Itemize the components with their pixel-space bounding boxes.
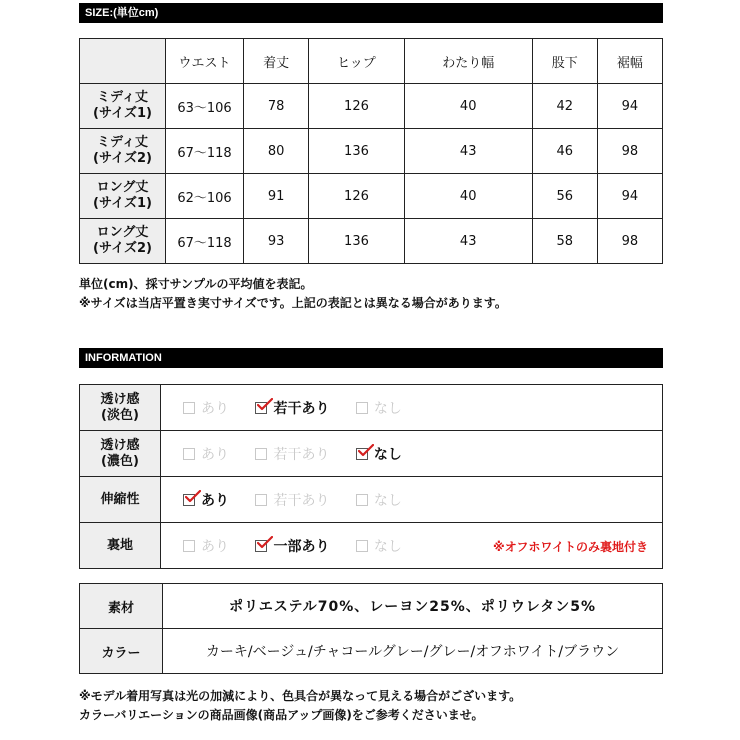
size-note-disclaimer: ※サイズは当店平置き実寸サイズです。上記の表記とは異なる場合があります。 (79, 296, 507, 310)
option-label: あり (201, 492, 229, 509)
info-label-main: 透け感 (100, 437, 140, 453)
table-cell: 62〜106 (166, 174, 244, 219)
checkbox-icon (255, 448, 267, 460)
option-label: なし (373, 538, 402, 555)
info-label-main: 裏地 (106, 537, 133, 553)
option (183, 398, 229, 418)
material-value: ポリエステル70%、レーヨン25%、ポリウレタン5% (163, 584, 663, 629)
info-row (80, 477, 663, 523)
footer-note-lighting: ※モデル着用写真は光の加減により、色具合が異なって見える場合がございます。 (79, 689, 522, 703)
row-size: (サイズ1) (93, 196, 152, 211)
table-cell: 42 (532, 84, 597, 129)
size-note-unit: 単位(cm)、採寸サンプルの平均値を表記。 (79, 277, 313, 291)
option-label: なし (373, 400, 402, 417)
option (183, 490, 229, 510)
table-cell: 56 (532, 174, 597, 219)
option-label: 一部あり (273, 538, 330, 555)
table-cell: 94 (597, 174, 662, 219)
option-label: あり (201, 400, 229, 417)
checkbox-icon (255, 494, 267, 506)
size-table-corner (80, 39, 166, 84)
info-options (161, 523, 663, 569)
table-cell: 58 (532, 219, 597, 264)
checkbox-icon (183, 494, 195, 506)
info-options (161, 477, 663, 523)
option (356, 398, 402, 418)
check-mark-icon (358, 444, 374, 458)
table-row (80, 219, 663, 264)
row-header (80, 174, 166, 219)
row-header (80, 84, 166, 129)
table-cell: 93 (244, 219, 309, 264)
option (255, 536, 329, 556)
column-header: 着丈 (244, 39, 309, 84)
option-label: あり (201, 538, 229, 555)
option-label: 若干あり (273, 492, 330, 509)
option (356, 490, 402, 510)
option (255, 444, 329, 464)
material-table (79, 583, 663, 674)
size-section-header: SIZE:(単位cm) (79, 3, 663, 23)
material-row (80, 584, 663, 629)
row-size: (サイズ2) (93, 151, 152, 166)
table-cell: 43 (404, 129, 532, 174)
table-cell: 98 (597, 129, 662, 174)
checkbox-icon (356, 540, 368, 552)
table-row (80, 129, 663, 174)
checkbox-icon (255, 402, 267, 414)
table-row (80, 84, 663, 129)
info-label (80, 523, 161, 569)
column-header: ウエスト (166, 39, 244, 84)
checkbox-icon (356, 402, 368, 414)
option (356, 444, 402, 464)
size-notes (79, 275, 507, 313)
column-header: わたり幅 (404, 39, 532, 84)
lining-note: ※オフホワイトのみ裏地付き (493, 540, 648, 554)
column-header: 股下 (532, 39, 597, 84)
row-name: ミディ丈 (97, 90, 148, 105)
size-table-header-row (80, 39, 663, 84)
column-header: ヒップ (309, 39, 405, 84)
footer-note-reference: カラーバリエーションの商品画像(商品アップ画像)をご参考くださいませ。 (79, 708, 484, 722)
table-cell: 94 (597, 84, 662, 129)
checkbox-icon (183, 448, 195, 460)
table-cell: 67〜118 (166, 219, 244, 264)
check-mark-icon (257, 398, 273, 412)
table-cell: 80 (244, 129, 309, 174)
size-table (79, 38, 663, 264)
option (255, 398, 329, 418)
info-label-main: 伸縮性 (100, 491, 140, 507)
option-label: なし (373, 446, 402, 463)
info-row (80, 431, 663, 477)
table-cell: 126 (309, 174, 405, 219)
option (356, 536, 402, 556)
table-cell: 46 (532, 129, 597, 174)
table-cell: 136 (309, 129, 405, 174)
check-mark-icon (185, 490, 201, 504)
row-name: ロング丈 (96, 180, 149, 195)
color-label: カラー (80, 629, 163, 674)
column-header: 裾幅 (597, 39, 662, 84)
info-label-sub: (淡色) (101, 407, 139, 423)
option-label: 若干あり (273, 446, 330, 463)
table-cell: 40 (404, 84, 532, 129)
row-name: ロング丈 (96, 225, 149, 240)
table-cell: 136 (309, 219, 405, 264)
info-label (80, 477, 161, 523)
table-cell: 43 (404, 219, 532, 264)
information-section-header: INFORMATION (79, 348, 663, 368)
color-row (80, 629, 663, 674)
info-options (161, 431, 663, 477)
table-cell: 67〜118 (166, 129, 244, 174)
checkbox-icon (255, 540, 267, 552)
option-label: あり (201, 446, 229, 463)
info-label (80, 431, 161, 477)
option-label: 若干あり (273, 400, 330, 417)
info-row (80, 523, 663, 569)
row-header (80, 219, 166, 264)
info-row (80, 385, 663, 431)
row-header (80, 129, 166, 174)
table-row (80, 174, 663, 219)
info-label-main: 透け感 (100, 391, 140, 407)
footer-notes (79, 687, 521, 725)
table-cell: 126 (309, 84, 405, 129)
info-label-sub: (濃色) (101, 453, 139, 469)
row-size: (サイズ1) (93, 106, 152, 121)
information-table (79, 384, 663, 569)
row-size: (サイズ2) (93, 241, 152, 256)
option (255, 490, 329, 510)
table-cell: 91 (244, 174, 309, 219)
info-label (80, 385, 161, 431)
checkbox-icon (183, 402, 195, 414)
checkbox-icon (356, 448, 368, 460)
table-cell: 63〜106 (166, 84, 244, 129)
option-label: なし (373, 492, 402, 509)
table-cell: 40 (404, 174, 532, 219)
row-name: ミディ丈 (97, 135, 148, 150)
check-mark-icon (257, 536, 273, 550)
checkbox-icon (356, 494, 368, 506)
color-value: カーキ/ベージュ/チャコールグレー/グレー/オフホワイト/ブラウン (163, 629, 663, 674)
table-cell: 98 (597, 219, 662, 264)
info-options (161, 385, 663, 431)
table-cell: 78 (244, 84, 309, 129)
material-label: 素材 (80, 584, 163, 629)
checkbox-icon (183, 540, 195, 552)
option (183, 444, 229, 464)
option (183, 536, 229, 556)
